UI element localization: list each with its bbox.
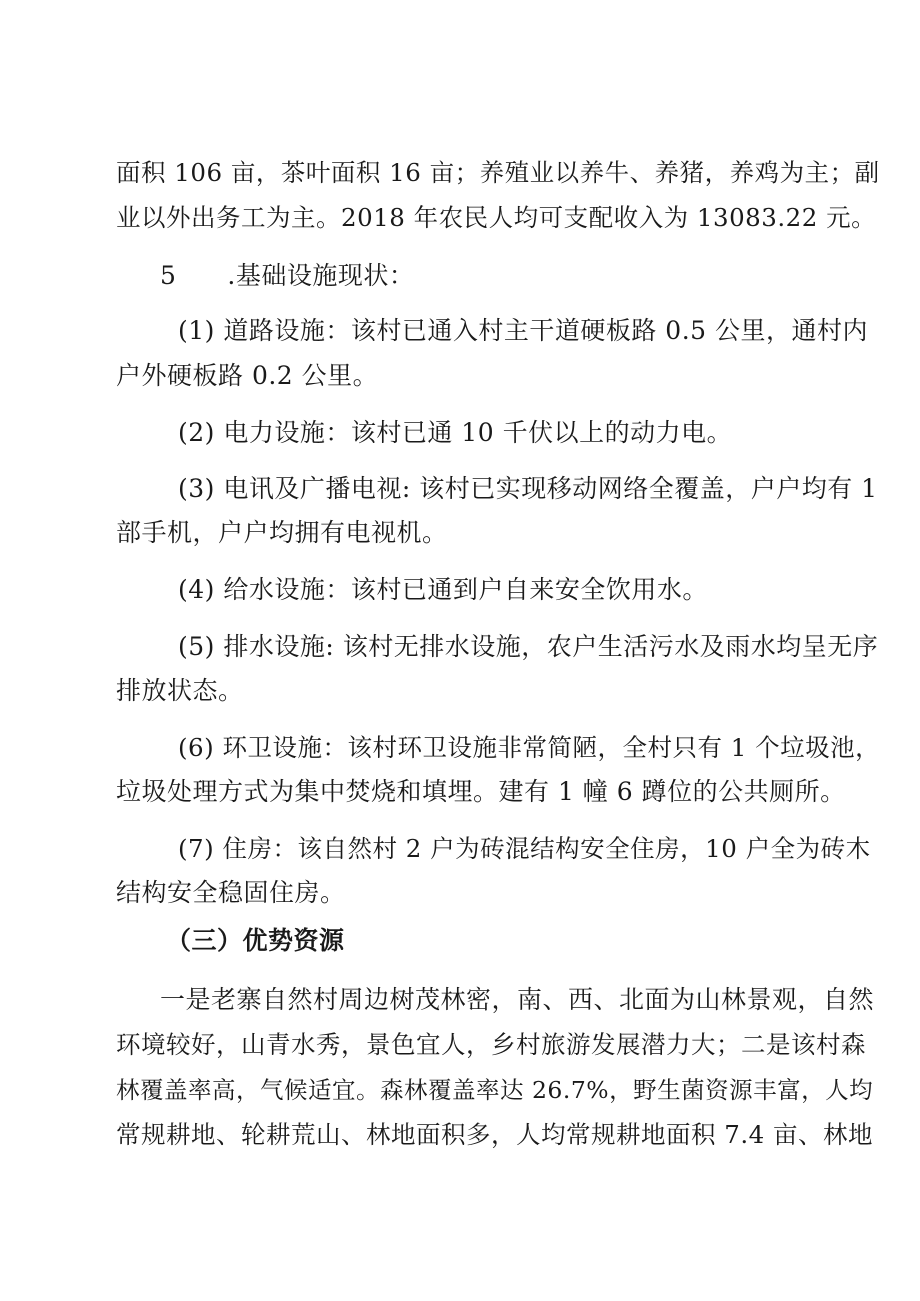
item-road: (1) 道路设施：该村已通入村主干道硬板路 0.5 公里，通村内 <box>178 316 869 345</box>
item-telecom: (3) 电讯及广播电视: 该村已实现移动网络全覆盖，户户均有 1 <box>178 474 878 503</box>
paragraph-line: 林覆盖率高，气候适宜。森林覆盖率达 26.7%，野生菌资源丰富，人均 <box>116 1076 874 1104</box>
item-sanitation: (6) 环卫设施：该村环卫设施非常简陋，全村只有 1 个垃圾池， <box>178 733 881 762</box>
item-housing-continued: 结构安全稳固住房。 <box>116 878 346 907</box>
item-road-continued: 户外硬板路 0.2 公里。 <box>116 361 379 390</box>
item-sanitation-continued: 垃圾处理方式为集中焚烧和填埋。建有 1 幢 6 蹲位的公共厕所。 <box>116 777 846 806</box>
item-water-supply: (4) 给水设施：该村已通到户自来安全饮用水。 <box>178 575 708 604</box>
item-power: (2) 电力设施：该村已通 10 千伏以上的动力电。 <box>178 418 733 447</box>
item-drainage: (5) 排水设施: 该村无排水设施，农户生活污水及雨水均呈无序 <box>178 632 879 661</box>
section-heading-advantages: （三）优势资源 <box>166 926 345 955</box>
paragraph-line: 面积 106 亩，茶叶面积 16 亩；养殖业以养牛、养猪，养鸡为主；副 <box>116 158 880 187</box>
item-drainage-continued: 排放状态。 <box>116 676 244 705</box>
paragraph-line: 环境较好，山青水秀，景色宜人，乡村旅游发展潜力大；二是该村森 <box>116 1030 866 1059</box>
item-telecom-continued: 部手机，户户均拥有电视机。 <box>116 518 448 547</box>
paragraph-line: 一是老寨自然村周边树茂林密，南、西、北面为山林景观，自然 <box>160 985 875 1014</box>
item-housing: (7) 住房：该自然村 2 户为砖混结构安全住房，10 户全为砖木 <box>178 834 871 863</box>
paragraph-line: 常规耕地、轮耕荒山、林地面积多，人均常规耕地面积 7.4 亩、林地 <box>116 1120 874 1149</box>
paragraph-line: 业以外出务工为主。2018 年农民人均可支配收入为 13083.22 元。 <box>116 203 877 232</box>
section-heading-infrastructure: 5 .基础设施现状： <box>160 261 415 290</box>
